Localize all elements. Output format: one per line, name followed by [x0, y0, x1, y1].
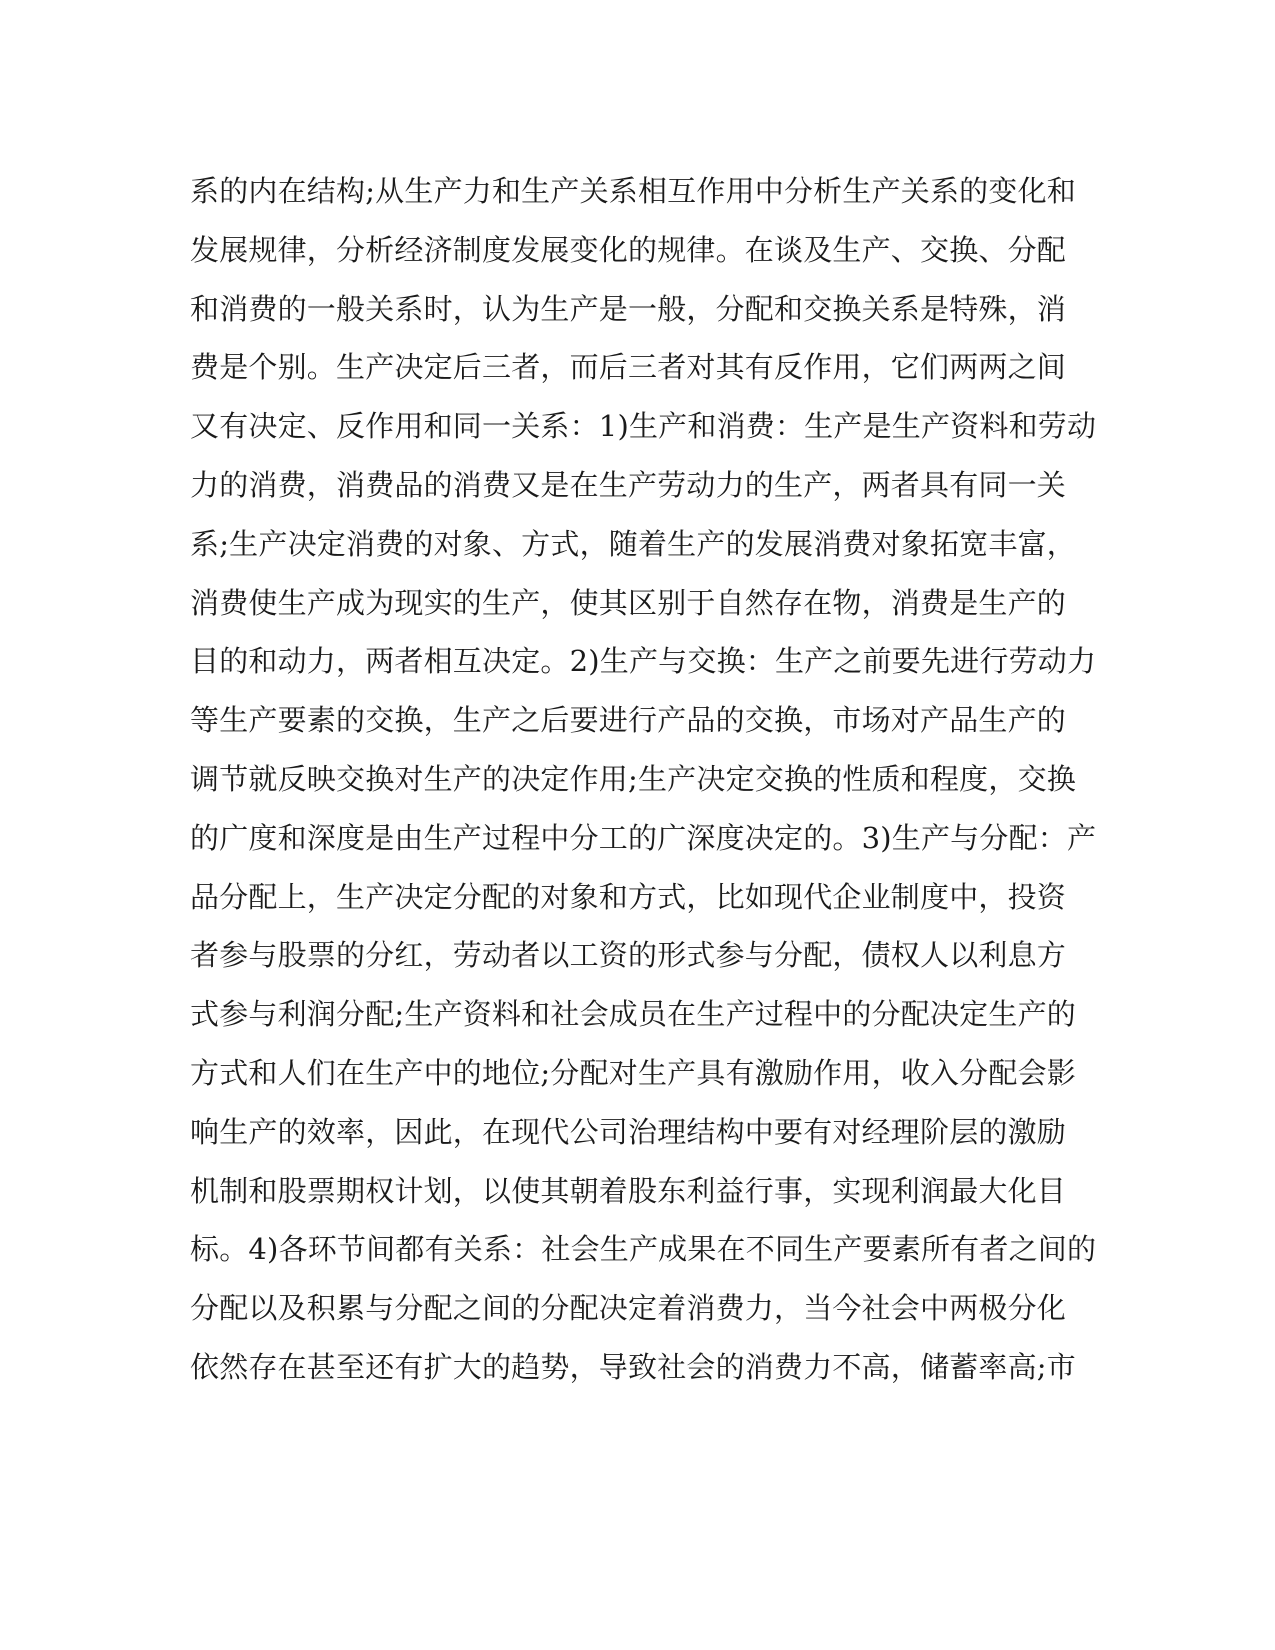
text-line: 的广度和深度是由生产过程中分工的广深度决定的。3)生产与分配：产	[190, 820, 1097, 855]
text-line: 者参与股票的分红，劳动者以工资的形式参与分配，债权人以利息方	[190, 938, 1067, 973]
text-line: 系;生产决定消费的对象、方式，随着生产的发展消费对象拓宽丰富，	[190, 526, 1076, 561]
text-line: 系的内在结构;从生产力和生产关系相互作用中分析生产关系的变化和	[190, 174, 1076, 208]
text-line: 目的和动力，两者相互决定。2)生产与交换：生产之前要先进行劳动力	[190, 644, 1097, 679]
text-line: 调节就反映交换对生产的决定作用;生产决定交换的性质和程度，交换	[190, 761, 1076, 796]
text-line: 标。4)各环节间都有关系：社会生产成果在不同生产要素所有者之间的	[190, 1232, 1097, 1267]
text-line: 依然存在甚至还有扩大的趋势，导致社会的消费力不高，储蓄率高;市	[190, 1349, 1076, 1384]
body-text	[190, 162, 1097, 1397]
text-line: 等生产要素的交换，生产之后要进行产品的交换，市场对产品生产的	[190, 703, 1067, 738]
text-line: 式参与利润分配;生产资料和社会成员在生产过程中的分配决定生产的	[190, 997, 1076, 1032]
text-line: 力的消费，消费品的消费又是在生产劳动力的生产，两者具有同一关	[190, 467, 1067, 502]
text-line: 费是个别。生产决定后三者，而后三者对其有反作用，它们两两之间	[190, 350, 1067, 385]
text-line: 品分配上，生产决定分配的对象和方式，比如现代企业制度中，投资	[190, 879, 1067, 914]
text-line: 发展规律，分析经济制度发展变化的规律。在谈及生产、交换、分配	[190, 232, 1067, 267]
text-line: 分配以及积累与分配之间的分配决定着消费力，当今社会中两极分化	[190, 1291, 1067, 1326]
text-line: 又有决定、反作用和同一关系：1)生产和消费：生产是生产资料和劳动	[190, 409, 1097, 444]
text-line: 机制和股票期权计划，以使其朝着股东利益行事，实现利润最大化目	[190, 1173, 1067, 1208]
text-line: 消费使生产成为现实的生产，使其区别于自然存在物，消费是生产的	[190, 585, 1067, 620]
text-line: 方式和人们在生产中的地位;分配对生产具有激励作用，收入分配会影	[190, 1055, 1076, 1090]
text-line: 响生产的效率，因此，在现代公司治理结构中要有对经理阶层的激励	[190, 1114, 1067, 1149]
text-line: 和消费的一般关系时，认为生产是一般，分配和交换关系是特殊，消	[190, 291, 1067, 326]
